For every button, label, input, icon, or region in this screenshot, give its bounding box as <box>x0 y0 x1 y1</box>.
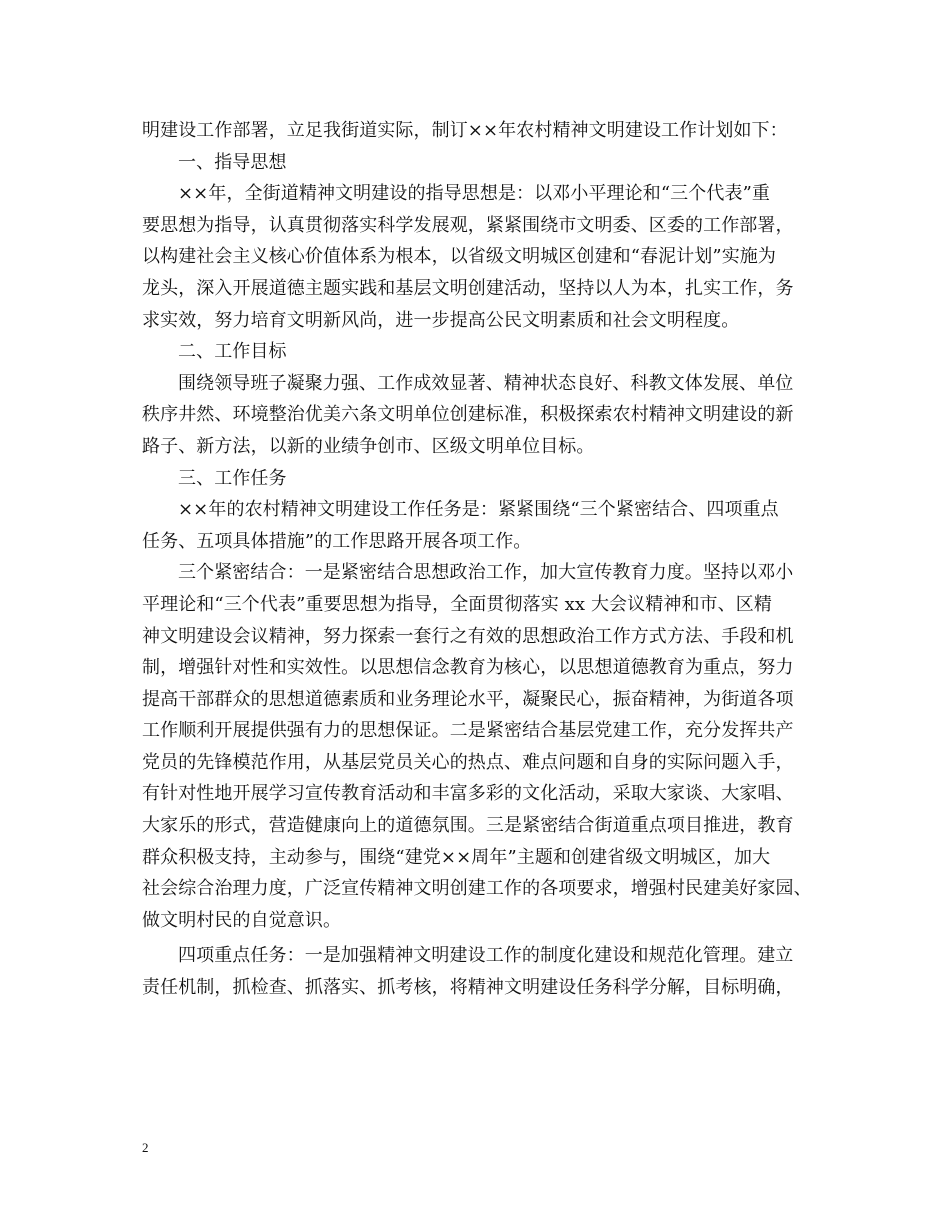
section-heading-work-goals: 二、工作目标 <box>178 341 287 363</box>
paragraph-line: 做文明村民的自觉意识。 <box>142 909 342 931</box>
paragraph-line: 三个紧密结合：一是紧密结合思想政治工作，加大宣传教育力度。坚持以邓小 <box>178 562 794 584</box>
paragraph-line: 有针对性地开展学习宣传教育活动和丰富多彩的文化活动，采取大家谈、大家唱、 <box>142 783 794 805</box>
paragraph-line: 围绕领导班子凝聚力强、工作成效显著、精神状态良好、科教文体发展、单位 <box>178 372 794 394</box>
paragraph-line: 要思想为指导，认真贯彻落实科学发展观，紧紧围绕市文明委、区委的工作部署， <box>142 214 794 236</box>
paragraph-line: 平理论和“三个代表”重要思想为指导，全面贯彻落实 xx 大会议精神和市、区精 <box>142 593 772 615</box>
paragraph-line: 任务、五项具体措施”的工作思路开展各项工作。 <box>142 530 532 552</box>
paragraph-line: 神文明建设会议精神，努力探索一套行之有效的思想政治工作方式方法、手段和机 <box>142 625 794 647</box>
paragraph-line: 路子、新方法，以新的业绩争创市、区级文明单位目标。 <box>142 435 595 457</box>
paragraph-line: 提高干部群众的思想道德素质和业务理论水平，凝聚民心，振奋精神，为街道各项 <box>142 688 794 710</box>
paragraph-line: 社会综合治理力度，广泛宣传精神文明创建工作的各项要求，增强村民建美好家园、 <box>142 878 812 900</box>
paragraph-line: 大家乐的形式，营造健康向上的道德氛围。三是紧密结合街道重点项目推进，教育 <box>142 815 794 837</box>
paragraph-line: 秩序井然、环境整治优美六条文明单位创建标准，积极探索农村精神文明建设的新 <box>142 404 794 426</box>
section-heading-guiding-ideology: 一、指导思想 <box>178 151 287 173</box>
paragraph-line: ××年，全街道精神文明建设的指导思想是：以邓小平理论和“三个代表”重 <box>178 183 770 205</box>
paragraph-line: ××年的农村精神文明建设工作任务是：紧紧围绕“三个紧密结合、四项重点 <box>178 499 779 521</box>
paragraph-line: 群众积极支持，主动参与，围绕“建党××周年”主题和创建省级文明城区，加大 <box>142 846 771 868</box>
section-heading-work-tasks: 三、工作任务 <box>178 467 287 489</box>
page-number: 2 <box>142 1140 149 1155</box>
paragraph-line: 工作顺利开展提供强有力的思想保证。二是紧密结合基层党建工作，充分发挥共产 <box>142 720 794 742</box>
paragraph-line: 制，增强针对性和实效性。以思想信念教育为核心，以思想道德教育为重点，努力 <box>142 657 794 679</box>
paragraph-line: 四项重点任务：一是加强精神文明建设工作的制度化建设和规范化管理。建立 <box>178 945 794 967</box>
paragraph-line: 求实效，努力培育文明新风尚，进一步提高公民文明素质和社会文明程度。 <box>142 309 740 331</box>
document-body <box>142 115 824 1004</box>
paragraph-line: 龙头，深入开展道德主题实践和基层文明创建活动，坚持以人为本，扎实工作，务 <box>142 277 794 299</box>
paragraph-line: 以构建社会主义核心价值体系为根本，以省级文明城区创建和“春泥计划”实施为 <box>142 246 777 268</box>
paragraph-line: 明建设工作部署，立足我街道实际，制订××年农村精神文明建设工作计划如下： <box>142 120 788 141</box>
paragraph-line: 党员的先锋模范作用，从基层党员关心的热点、难点问题和自身的实际问题入手， <box>142 751 794 773</box>
paragraph-line: 责任机制，抓检查、抓落实、抓考核，将精神文明建设任务科学分解，目标明确， <box>142 977 794 999</box>
